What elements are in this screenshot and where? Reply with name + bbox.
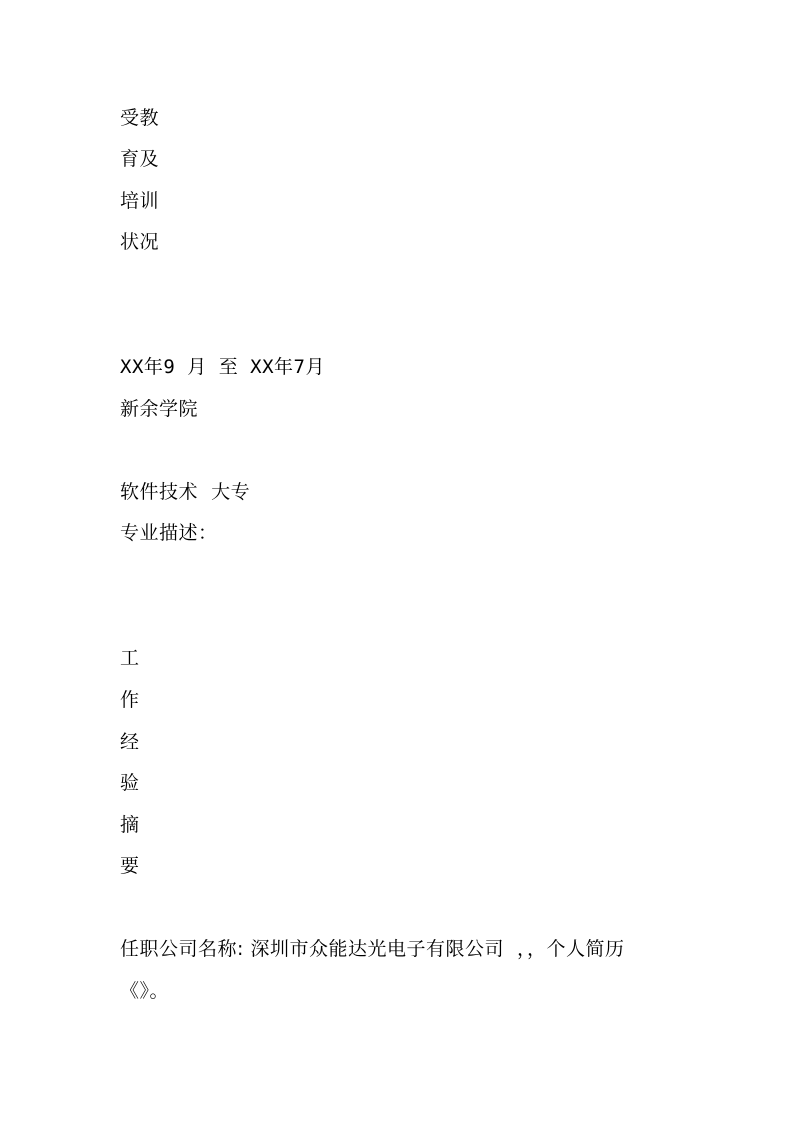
education-heading-line-3: 培训 [120,190,160,212]
education-heading-line-4: 状况 [120,231,160,253]
work-heading-char-2: 作 [120,689,140,711]
education-heading-line-1: 受教 [120,107,160,129]
education-school: 新余学院 [120,398,199,420]
work-heading-char-5: 摘 [120,814,140,836]
education-period: XX年9 月 至 XX年7月 [120,356,325,378]
company-name-line-continued: 《》。 [120,980,170,1002]
education-major-description-label: 专业描述： [120,522,218,544]
education-heading-line-2: 育及 [120,148,160,170]
work-heading-char-6: 要 [120,855,140,877]
company-name-line: 任职公司名称: 深圳市众能达光电子有限公司 ，，个人简历 [120,938,625,960]
work-heading-char-1: 工 [120,647,140,669]
work-heading-char-3: 经 [120,731,140,753]
work-heading-char-4: 验 [120,772,140,794]
education-major-degree: 软件技术 大专 [120,481,251,503]
